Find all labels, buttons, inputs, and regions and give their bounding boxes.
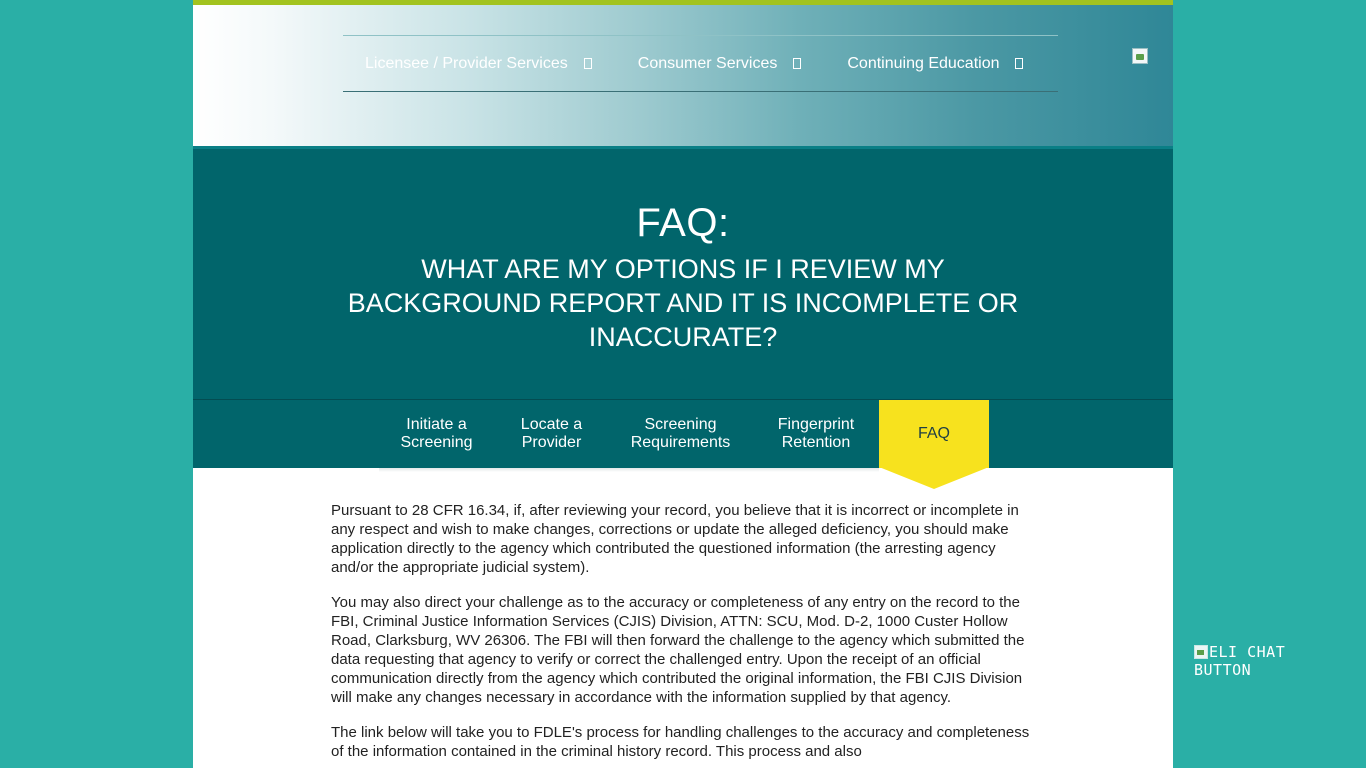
chevron-down-icon [1015, 58, 1023, 69]
tab-label-line2: Provider [521, 434, 582, 451]
tab-faq[interactable] [879, 400, 989, 468]
main-nav [343, 35, 1058, 92]
nav-item-label: Licensee / Provider Services [365, 54, 568, 72]
page-subtitle: WHAT ARE MY OPTIONS IF I REVIEW MY BACKGROUND REPORT AND IT IS INCOMPLETE OR INACCURATE? [347, 254, 1019, 352]
tab-locate-provider[interactable] [494, 400, 609, 468]
broken-image-icon[interactable] [1132, 48, 1148, 64]
nav-licensee-provider-services[interactable] [365, 55, 592, 73]
tab-label-line1: Screening [644, 416, 717, 433]
tab-label-line1: FAQ [917, 425, 950, 442]
chat-alt-text-line1: ELI CHAT [1209, 643, 1286, 661]
tab-label-line2: Requirements [630, 434, 731, 451]
tab-label-line1: Initiate a [406, 416, 467, 433]
tab-initiate-screening[interactable] [379, 400, 494, 468]
site-header [193, 0, 1173, 146]
tab-fingerprint-retention[interactable] [752, 400, 880, 468]
subnav-shadow [379, 468, 879, 472]
page-container [193, 0, 1173, 768]
nav-continuing-education[interactable] [847, 55, 1023, 73]
section-subnav [193, 399, 1173, 468]
broken-image-icon [1194, 645, 1208, 659]
tab-label-line1: Locate a [520, 416, 583, 433]
active-tab-pointer [879, 467, 989, 489]
page-title: FAQ: [636, 201, 730, 245]
chevron-down-icon [584, 58, 592, 69]
nav-item-label: Continuing Education [847, 54, 1000, 72]
answer-paragraph: You may also direct your challenge as to the accuracy or completeness of any entry on the record to the FBI, Criminal Justice Information Services (CJIS) Division, ATTN: SCU, Mod. D-2, 1000 Custer Hollow Road, Clarksburg, WV 26306. The FBI will then forward the challenge to the agency which submitted the data requesting that agency to verify or correct the challenged entry. Upon the receipt of an official communication directly from the agency which contributed the original information, the FBI CJIS Division will make any changes necessary in accordance with the information supplied by that agency. [331, 594, 1025, 706]
tab-label-line1: Fingerprint [777, 416, 855, 433]
nav-item-label: Consumer Services [637, 54, 778, 72]
hero-banner [193, 146, 1173, 399]
chevron-down-icon [793, 58, 801, 69]
eli-chat-button[interactable] [1194, 643, 1304, 683]
nav-consumer-services[interactable] [638, 55, 802, 73]
chat-alt-text-line2: BUTTON [1194, 661, 1252, 679]
tab-screening-requirements[interactable] [609, 400, 752, 468]
faq-answer [331, 501, 1035, 768]
tab-label-line2: Retention [781, 434, 851, 451]
answer-paragraph: The link below will take you to FDLE's process for handling challenges to the accuracy and completeness of the information contained in the criminal history record. This process and also [331, 724, 1030, 760]
tab-label-line2: Screening [400, 434, 473, 451]
answer-paragraph: Pursuant to 28 CFR 16.34, if, after reviewing your record, you believe that it is incorrect or incomplete in any respect and wish to make changes, corrections or update the alleged deficiency, you should make application directly to the agency which contributed the questioned information (the arresting agency and/or the appropriate judicial system). [331, 502, 1019, 576]
